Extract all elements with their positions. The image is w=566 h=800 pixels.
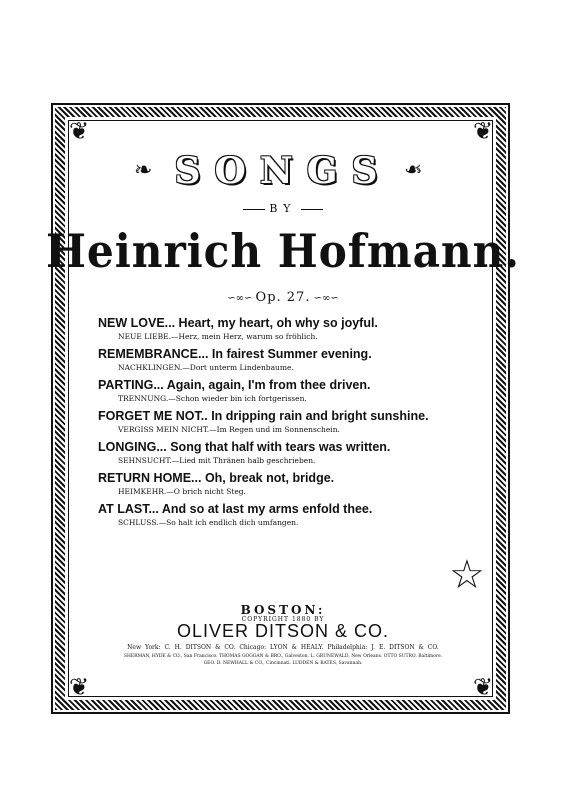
copyright-line: COPYRIGHT 1880 BY xyxy=(241,616,325,623)
corner-ornament-icon: ❦ xyxy=(68,117,90,145)
publisher-city: BOSTON: xyxy=(240,603,326,617)
corner-ornament-icon: ❦ xyxy=(472,673,494,701)
song-entry xyxy=(98,409,488,435)
song-entry xyxy=(98,440,488,466)
scroll-ornament-icon: ∽∞∽ xyxy=(310,293,339,304)
opus-line xyxy=(0,290,566,305)
song-title-english: FORGET ME NOT.. In dripping rain and bright sunshine. xyxy=(98,409,429,423)
agents-line: New York: C. H. DITSON & CO. Chicago: LYON & HEALY. Philadelphia: J. E. DITSON & CO. xyxy=(127,644,439,651)
song-title-german: TRENNUNG.—Schon wieder bin ich fortgerissen. xyxy=(118,394,307,403)
song-title-english: LONGING... Song that half with tears was written. xyxy=(98,440,391,454)
corner-ornament-icon: ❦ xyxy=(472,117,494,145)
by-line xyxy=(0,202,566,215)
song-title-german: SEHNSUCHT.—Lied mit Thränen halb geschrieben. xyxy=(118,456,316,465)
song-entry xyxy=(98,378,488,404)
song-title-german: NACHKLINGEN.—Dort unterm Lindenbaume. xyxy=(118,363,294,372)
page-title: SONGS xyxy=(174,150,392,192)
song-entry xyxy=(98,347,488,373)
star-icon: ☆ xyxy=(449,552,485,598)
song-title-english: REMEMBRANCE... In fairest Summer evening. xyxy=(98,347,372,361)
right-flourish-icon: ❧ xyxy=(404,158,423,183)
corner-ornament-icon: ❦ xyxy=(68,673,90,701)
composer-name: Heinrich Hofmann. xyxy=(46,224,520,278)
song-title-english: AT LAST... And so at last my arms enfold thee. xyxy=(98,502,373,516)
song-title-german: VERGISS MEIN NICHT.—Im Regen und im Sonnenschein. xyxy=(118,425,340,434)
song-entry xyxy=(98,502,488,528)
song-title-english: RETURN HOME... Oh, break not, bridge. xyxy=(98,471,335,485)
agents-line: GEO. D. NEWHALL & CO., Cincinnati. LUDDEN & BATES, Savannah. xyxy=(203,661,363,666)
agents-line: SHERMAN, HYDE & CO., San Francisco. THOMAS GOGGAN & BRO., Galveston. L. GRUNEWALD, New Orleans. OTTO SUTRO, Baltimore. xyxy=(123,654,443,659)
song-title-german: NEUE LIEBE.—Herz, mein Herz, warum so fröhlich. xyxy=(118,332,318,341)
left-flourish-icon: ❧ xyxy=(134,158,153,183)
scroll-ornament-icon: ∽∞∽ xyxy=(227,293,256,304)
song-title-german: SCHLUSS.—So halt ich endlich dich umfangen. xyxy=(118,518,299,527)
by-label: BY xyxy=(269,202,297,215)
song-title-english: NEW LOVE... Heart, my heart, oh why so joyful. xyxy=(98,316,378,330)
publisher-name: OLIVER DITSON & CO. xyxy=(176,621,390,641)
song-entry xyxy=(98,316,488,342)
song-title-english: PARTING... Again, again, I'm from thee driven. xyxy=(98,378,371,392)
song-title-german: HEIMKEHR.—O brich nicht Steg. xyxy=(118,487,246,496)
song-entry xyxy=(98,471,488,497)
opus-number: Op. 27. xyxy=(255,290,311,305)
